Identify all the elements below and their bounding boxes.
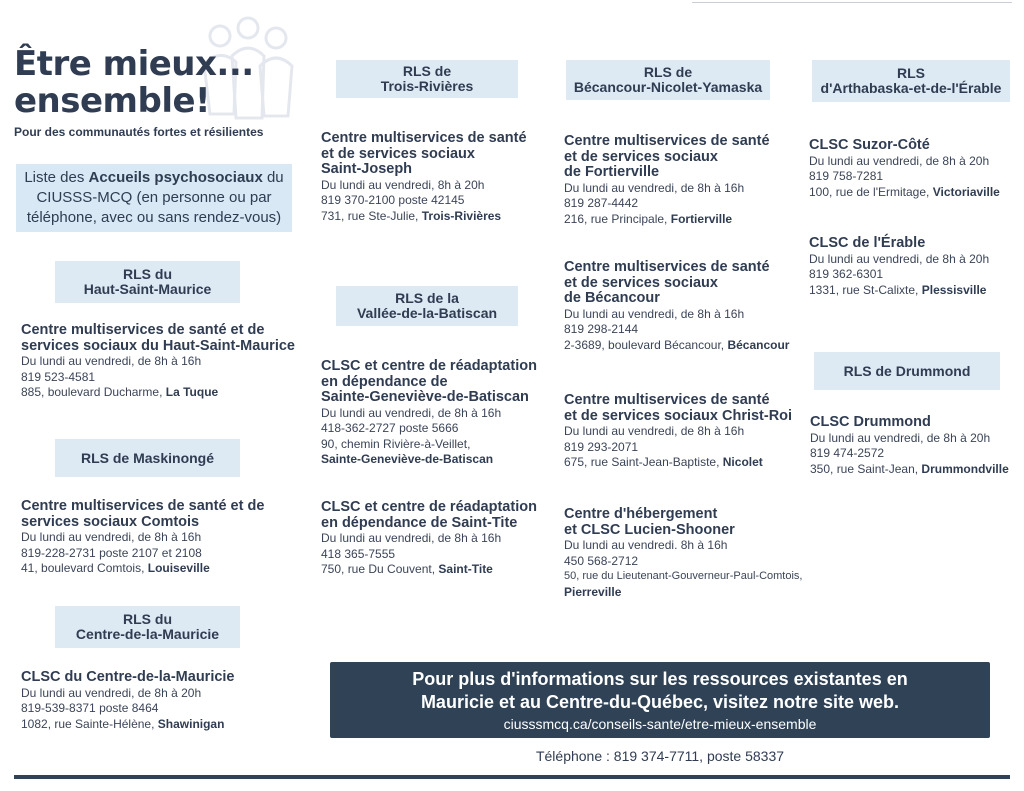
entry-haut-saint-maurice: Centre multiservices de santé et de services sociaux du Haut-Saint-Maurice Du lundi au vendredi, de 8h à 16h 819 523-4581 885, boulevard Ducharme, La Tuque <box>21 322 295 399</box>
entry-lucien-shooner: Centre d'hébergement et CLSC Lucien-Shooner Du lundi au vendredi. 8h à 16h 450 568-2712 50, rue du Lieutenant-Gouverneur-Paul-Comtois, Pierreville <box>564 506 803 599</box>
top-divider <box>692 2 1012 3</box>
rls-centre-de-la-mauricie-heading: RLS du Centre-de-la-Mauricie <box>55 606 240 648</box>
page-subtitle: Pour des communautés fortes et résilientes <box>14 125 264 139</box>
page-title: Être mieux... ensemble! <box>14 44 254 121</box>
rls-trois-rivieres-heading: RLS de Trois-Rivières <box>336 60 518 98</box>
entry-centre-de-la-mauricie: CLSC du Centre-de-la-Mauricie Du lundi au vendredi, de 8h à 20h 819-539-8371 poste 8464 1082, rue Sainte-Hélène, Shawinigan <box>21 669 235 731</box>
footer-phone: Téléphone : 819 374-7711, poste 58337 <box>535 748 785 764</box>
entry-becancour: Centre multiservices de santé et de services sociaux de Bécancour Du lundi au vendredi, de 8h à 16h 819 298-2144 2-3689, boulevard Bécancour, Bécancour <box>564 259 790 352</box>
rls-maskinonge-heading: RLS de Maskinongé <box>55 439 240 477</box>
website-link[interactable]: ciusssmcq.ca/conseils-sante/etre-mieux-ensemble <box>503 716 817 732</box>
entry-comtois: Centre multiservices de santé et de services sociaux Comtois Du lundi au vendredi, de 8h à 16h 819-228-2731 poste 2107 et 2108 41, boulevard Comtois, Louiseville <box>21 498 265 575</box>
rls-arthabaska-heading: RLS d'Arthabaska-et-de-l'Érable <box>812 60 1010 102</box>
entry-saint-tite: CLSC et centre de réadaptation en dépendance de Saint-Tite Du lundi au vendredi, de 8h à 16h 418 365-7555 750, rue Du Couvent, Saint-Tite <box>321 499 537 576</box>
entry-saint-joseph: Centre multiservices de santé et de services sociaux Saint-Joseph Du lundi au vendredi, 8h à 20h 819 370-2100 poste 42145 731, rue Ste-Julie, Trois-Rivières <box>321 130 527 223</box>
entry-christ-roi: Centre multiservices de santé et de services sociaux Christ-Roi Du lundi au vendredi, de 8h à 16h 819 293-2071 675, rue Saint-Jean-Baptiste, Nicolet <box>564 392 793 469</box>
info-banner: Pour plus d'informations sur les ressources existantes en Mauricie et au Centre-du-Québec, visitez notre site web. ciusssmcq.ca/conseils-sante/etre-mieux-ensemble <box>330 662 990 738</box>
intro-box: Liste des Accueils psychosociaux du CIUSSS-MCQ (en personne ou par téléphone, avec ou sans rendez-vous) <box>16 164 292 232</box>
entry-drummond: CLSC Drummond Du lundi au vendredi, de 8h à 20h 819 474-2572 350, rue Saint-Jean, Drummondville <box>810 414 1009 476</box>
entry-fortierville: Centre multiservices de santé et de services sociaux de Fortierville Du lundi au vendredi, de 8h à 16h 819 287-4442 216, rue Principale, Fortierville <box>564 133 770 226</box>
entry-sainte-genevieve: CLSC et centre de réadaptation en dépendance de Sainte-Geneviève-de-Batiscan Du lundi au vendredi, de 8h à 16h 418-362-2727 poste 5666 90, chemin Rivière-à-Veillet, Sainte-Geneviève-de-Batiscan <box>321 358 537 466</box>
entry-erable: CLSC de l'Érable Du lundi au vendredi, de 8h à 20h 819 362-6301 1331, rue St-Calixte, Plessisville <box>809 235 990 297</box>
rls-haut-saint-maurice-heading: RLS du Haut-Saint-Maurice <box>55 261 240 303</box>
bottom-divider <box>14 775 1010 779</box>
rls-becancour-nicolet-yamaska-heading: RLS de Bécancour-Nicolet-Yamaska <box>566 60 770 100</box>
rls-drummond-heading: RLS de Drummond <box>814 352 1000 390</box>
rls-vallee-de-la-batiscan-heading: RLS de la Vallée-de-la-Batiscan <box>336 286 518 326</box>
entry-suzor-cote: CLSC Suzor-Côté Du lundi au vendredi, de 8h à 20h 819 758-7281 100, rue de l'Ermitage, Victoriaville <box>809 137 1000 199</box>
